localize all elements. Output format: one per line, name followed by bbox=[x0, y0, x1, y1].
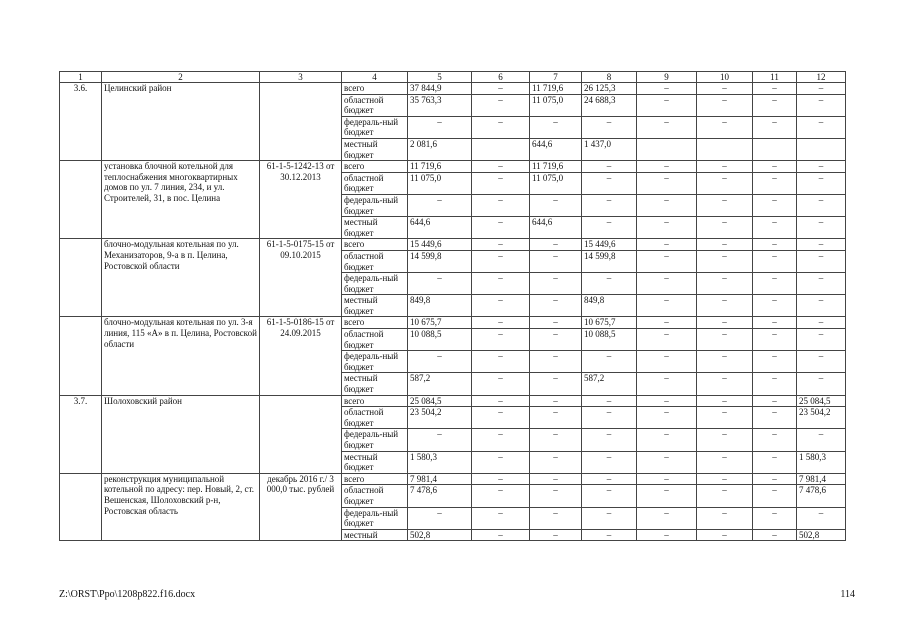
value-cell: – bbox=[582, 217, 637, 239]
value-cell: 502,8 bbox=[408, 529, 472, 541]
value-cell bbox=[753, 138, 797, 160]
value-cell: – bbox=[797, 161, 846, 173]
value-cell: – bbox=[797, 172, 846, 194]
value-cell: – bbox=[530, 317, 582, 329]
value-cell: – bbox=[582, 161, 637, 173]
value-cell: 10 675,7 bbox=[582, 317, 637, 329]
value-cell: – bbox=[637, 83, 697, 95]
value-cell: – bbox=[472, 273, 530, 295]
funding-category: областной бюджет bbox=[342, 485, 408, 507]
value-cell: 10 675,7 bbox=[408, 317, 472, 329]
table-header bbox=[60, 72, 846, 83]
value-cell: – bbox=[797, 94, 846, 116]
value-cell: 15 449,6 bbox=[582, 239, 637, 251]
value-cell bbox=[637, 138, 697, 160]
value-cell: – bbox=[697, 116, 753, 138]
value-cell: – bbox=[753, 295, 797, 317]
funding-category: всего bbox=[342, 161, 408, 173]
table-body bbox=[60, 83, 846, 541]
value-cell: 7 478,6 bbox=[408, 485, 472, 507]
value-cell: – bbox=[582, 116, 637, 138]
funding-category: областной бюджет bbox=[342, 407, 408, 429]
value-cell: 23 504,2 bbox=[408, 407, 472, 429]
funding-category: местный бюджет bbox=[342, 451, 408, 473]
value-cell: – bbox=[697, 507, 753, 529]
value-cell: 24 688,3 bbox=[582, 94, 637, 116]
value-cell: – bbox=[697, 239, 753, 251]
value-cell: – bbox=[472, 239, 530, 251]
value-cell: 37 844,9 bbox=[408, 83, 472, 95]
value-cell: – bbox=[472, 329, 530, 351]
value-cell: – bbox=[530, 273, 582, 295]
value-cell: – bbox=[753, 116, 797, 138]
value-cell: – bbox=[472, 317, 530, 329]
value-cell: – bbox=[472, 529, 530, 541]
value-cell: – bbox=[530, 250, 582, 272]
value-cell: – bbox=[637, 172, 697, 194]
header-cell: 1 bbox=[60, 72, 102, 83]
header-cell: 11 bbox=[753, 72, 797, 83]
value-cell: 644,6 bbox=[408, 217, 472, 239]
value-cell: – bbox=[697, 407, 753, 429]
value-cell: – bbox=[530, 407, 582, 429]
funding-category: областной бюджет bbox=[342, 250, 408, 272]
value-cell: – bbox=[753, 161, 797, 173]
value-cell: – bbox=[637, 329, 697, 351]
value-cell: – bbox=[637, 161, 697, 173]
header-cell: 2 bbox=[102, 72, 260, 83]
table-row bbox=[60, 83, 846, 95]
funding-category: местный бюджет bbox=[342, 217, 408, 239]
value-cell: – bbox=[408, 507, 472, 529]
value-cell: – bbox=[637, 485, 697, 507]
value-cell: – bbox=[797, 239, 846, 251]
value-cell: 849,8 bbox=[582, 295, 637, 317]
value-cell: – bbox=[697, 451, 753, 473]
value-cell: – bbox=[637, 295, 697, 317]
object-name: реконструкция муниципальной котельной по адресу: пер. Новый, 2, ст. Вешенская, Шолоховский р-н, Ростовская область bbox=[102, 473, 260, 541]
funding-category: федераль-ный бюджет bbox=[342, 429, 408, 451]
value-cell: – bbox=[582, 529, 637, 541]
value-cell: – bbox=[637, 407, 697, 429]
value-cell: 14 599,8 bbox=[408, 250, 472, 272]
value-cell: – bbox=[637, 451, 697, 473]
value-cell: – bbox=[697, 317, 753, 329]
object-name: установка блочной котельной для теплоснабжения многоквартирных домов по ул. 7 линия, 234, и ул. Строителей, 31, в пос. Целина bbox=[102, 161, 260, 239]
value-cell: – bbox=[753, 329, 797, 351]
value-cell: – bbox=[408, 194, 472, 216]
value-cell bbox=[472, 138, 530, 160]
value-cell: – bbox=[753, 407, 797, 429]
value-cell: 25 084,5 bbox=[797, 395, 846, 407]
value-cell: – bbox=[753, 94, 797, 116]
value-cell: – bbox=[582, 172, 637, 194]
funding-category: федераль-ный бюджет bbox=[342, 194, 408, 216]
value-cell: – bbox=[753, 529, 797, 541]
value-cell: – bbox=[408, 429, 472, 451]
value-cell: – bbox=[697, 429, 753, 451]
value-cell: – bbox=[697, 329, 753, 351]
value-cell: – bbox=[797, 194, 846, 216]
value-cell: 644,6 bbox=[530, 217, 582, 239]
value-cell: – bbox=[697, 351, 753, 373]
value-cell: – bbox=[408, 351, 472, 373]
table-row bbox=[60, 161, 846, 173]
value-cell: – bbox=[697, 485, 753, 507]
value-cell: 25 084,5 bbox=[408, 395, 472, 407]
funding-category: всего bbox=[342, 239, 408, 251]
value-cell: 35 763,3 bbox=[408, 94, 472, 116]
value-cell: – bbox=[472, 172, 530, 194]
header-cell: 4 bbox=[342, 72, 408, 83]
object-name: Шолоховский район bbox=[102, 395, 260, 473]
value-cell: – bbox=[472, 250, 530, 272]
value-cell: – bbox=[637, 317, 697, 329]
value-cell: – bbox=[637, 194, 697, 216]
value-cell: – bbox=[530, 116, 582, 138]
value-cell: – bbox=[472, 217, 530, 239]
table-row bbox=[60, 395, 846, 407]
header-cell: 10 bbox=[697, 72, 753, 83]
value-cell: – bbox=[582, 395, 637, 407]
value-cell: – bbox=[530, 451, 582, 473]
value-cell: – bbox=[637, 429, 697, 451]
value-cell: – bbox=[637, 94, 697, 116]
value-cell: – bbox=[697, 395, 753, 407]
value-cell: – bbox=[472, 485, 530, 507]
value-cell: – bbox=[697, 373, 753, 395]
value-cell: 11 719,6 bbox=[408, 161, 472, 173]
row-number: 3.7. bbox=[60, 395, 102, 473]
row-number bbox=[60, 239, 102, 317]
value-cell: – bbox=[697, 529, 753, 541]
file-path: Z:\ORST\Ppo\1208p822.f16.docx bbox=[59, 589, 196, 600]
value-cell: – bbox=[753, 83, 797, 95]
value-cell: – bbox=[530, 507, 582, 529]
value-cell: – bbox=[472, 429, 530, 451]
object-name: Целинский район bbox=[102, 83, 260, 161]
value-cell: 644,6 bbox=[530, 138, 582, 160]
table-row bbox=[60, 317, 846, 329]
value-cell bbox=[697, 138, 753, 160]
value-cell: – bbox=[530, 485, 582, 507]
value-cell: – bbox=[408, 273, 472, 295]
value-cell: – bbox=[753, 507, 797, 529]
value-cell: – bbox=[697, 172, 753, 194]
value-cell: – bbox=[472, 395, 530, 407]
value-cell: 11 075,0 bbox=[530, 172, 582, 194]
header-cell: 8 bbox=[582, 72, 637, 83]
funding-category: федераль-ный бюджет bbox=[342, 273, 408, 295]
document-ref: декабрь 2016 г./ 3 000,0 тыс. рублей bbox=[260, 473, 342, 541]
value-cell: – bbox=[408, 116, 472, 138]
value-cell: – bbox=[637, 373, 697, 395]
value-cell: 7 478,6 bbox=[797, 485, 846, 507]
value-cell: – bbox=[753, 172, 797, 194]
value-cell: – bbox=[530, 295, 582, 317]
value-cell: – bbox=[753, 273, 797, 295]
value-cell: – bbox=[753, 373, 797, 395]
header-cell: 7 bbox=[530, 72, 582, 83]
value-cell: – bbox=[472, 94, 530, 116]
funding-category: всего bbox=[342, 83, 408, 95]
value-cell: – bbox=[797, 217, 846, 239]
value-cell: – bbox=[697, 273, 753, 295]
funding-category: всего bbox=[342, 317, 408, 329]
value-cell: – bbox=[472, 83, 530, 95]
document-ref: 61-1-5-0175-15 от 09.10.2015 bbox=[260, 239, 342, 317]
funding-category: всего bbox=[342, 395, 408, 407]
value-cell: 849,8 bbox=[408, 295, 472, 317]
funding-category: местный бюджет bbox=[342, 138, 408, 160]
funding-category: федераль-ный бюджет bbox=[342, 351, 408, 373]
header-cell: 3 bbox=[260, 72, 342, 83]
value-cell: – bbox=[472, 161, 530, 173]
value-cell: – bbox=[797, 429, 846, 451]
value-cell: – bbox=[797, 507, 846, 529]
funding-category: местный бюджет bbox=[342, 373, 408, 395]
value-cell: 7 981,4 bbox=[797, 473, 846, 485]
value-cell: 1 580,3 bbox=[797, 451, 846, 473]
value-cell: – bbox=[697, 194, 753, 216]
value-cell: – bbox=[582, 507, 637, 529]
table-row bbox=[60, 473, 846, 485]
value-cell: – bbox=[697, 217, 753, 239]
value-cell: – bbox=[530, 373, 582, 395]
value-cell: – bbox=[472, 194, 530, 216]
value-cell: – bbox=[582, 351, 637, 373]
object-name: блочно-модульная котельная по ул. Механизаторов, 9-а в п. Целина, Ростовской области bbox=[102, 239, 260, 317]
value-cell: – bbox=[472, 451, 530, 473]
value-cell: – bbox=[472, 295, 530, 317]
value-cell: – bbox=[637, 239, 697, 251]
value-cell: – bbox=[582, 473, 637, 485]
value-cell: – bbox=[797, 116, 846, 138]
value-cell: – bbox=[697, 250, 753, 272]
value-cell: 26 125,3 bbox=[582, 83, 637, 95]
value-cell: – bbox=[472, 473, 530, 485]
value-cell: – bbox=[530, 351, 582, 373]
value-cell: – bbox=[582, 407, 637, 429]
value-cell: 587,2 bbox=[582, 373, 637, 395]
value-cell: – bbox=[582, 273, 637, 295]
value-cell: – bbox=[697, 94, 753, 116]
value-cell: – bbox=[530, 329, 582, 351]
value-cell: – bbox=[753, 317, 797, 329]
value-cell: 7 981,4 bbox=[408, 473, 472, 485]
value-cell: 11 075,0 bbox=[530, 94, 582, 116]
value-cell: – bbox=[530, 473, 582, 485]
value-cell: – bbox=[637, 250, 697, 272]
value-cell: – bbox=[582, 485, 637, 507]
value-cell: – bbox=[753, 194, 797, 216]
value-cell: – bbox=[472, 116, 530, 138]
value-cell: 10 088,5 bbox=[408, 329, 472, 351]
object-name: блочно-модульная котельная по ул. 3-я линия, 115 «А» в п. Целина, Ростовской области bbox=[102, 317, 260, 395]
value-cell: 10 088,5 bbox=[582, 329, 637, 351]
budget-table bbox=[59, 71, 846, 541]
row-number bbox=[60, 161, 102, 239]
value-cell: – bbox=[753, 217, 797, 239]
document-ref: 61-1-5-1242-13 от 30.12.2013 bbox=[260, 161, 342, 239]
value-cell: – bbox=[753, 351, 797, 373]
value-cell: – bbox=[637, 351, 697, 373]
value-cell: – bbox=[697, 161, 753, 173]
value-cell: – bbox=[753, 485, 797, 507]
header-cell: 12 bbox=[797, 72, 846, 83]
row-number bbox=[60, 473, 102, 541]
header-cell: 9 bbox=[637, 72, 697, 83]
value-cell: – bbox=[797, 373, 846, 395]
document-ref: 61-1-5-0186-15 от 24.09.2015 bbox=[260, 317, 342, 395]
value-cell: 23 504,2 bbox=[797, 407, 846, 429]
value-cell: – bbox=[797, 329, 846, 351]
header-cell: 5 bbox=[408, 72, 472, 83]
value-cell: – bbox=[637, 473, 697, 485]
value-cell: 15 449,6 bbox=[408, 239, 472, 251]
value-cell: – bbox=[797, 83, 846, 95]
value-cell: – bbox=[637, 507, 697, 529]
value-cell: – bbox=[530, 194, 582, 216]
funding-category: областной бюджет bbox=[342, 172, 408, 194]
row-number: 3.6. bbox=[60, 83, 102, 161]
value-cell: – bbox=[472, 507, 530, 529]
value-cell: – bbox=[753, 250, 797, 272]
value-cell: – bbox=[472, 373, 530, 395]
funding-category: областной бюджет bbox=[342, 329, 408, 351]
value-cell: – bbox=[797, 351, 846, 373]
value-cell: – bbox=[637, 395, 697, 407]
funding-category: местный бюджет bbox=[342, 295, 408, 317]
value-cell: – bbox=[530, 395, 582, 407]
value-cell: 2 081,6 bbox=[408, 138, 472, 160]
value-cell: 11 075,0 bbox=[408, 172, 472, 194]
value-cell: – bbox=[753, 473, 797, 485]
value-cell bbox=[797, 138, 846, 160]
funding-category: федераль-ный бюджет bbox=[342, 507, 408, 529]
value-cell: 11 719,6 bbox=[530, 161, 582, 173]
funding-category: местный bbox=[342, 529, 408, 541]
value-cell: – bbox=[637, 529, 697, 541]
value-cell: 502,8 bbox=[797, 529, 846, 541]
value-cell: – bbox=[637, 273, 697, 295]
value-cell: – bbox=[530, 429, 582, 451]
value-cell: – bbox=[753, 395, 797, 407]
row-number bbox=[60, 317, 102, 395]
value-cell: – bbox=[697, 83, 753, 95]
value-cell: – bbox=[472, 351, 530, 373]
funding-category: областной бюджет bbox=[342, 94, 408, 116]
value-cell: – bbox=[530, 529, 582, 541]
value-cell: 1 437,0 bbox=[582, 138, 637, 160]
value-cell: – bbox=[753, 429, 797, 451]
value-cell: – bbox=[472, 407, 530, 429]
value-cell: – bbox=[530, 239, 582, 251]
value-cell: 11 719,6 bbox=[530, 83, 582, 95]
funding-category: всего bbox=[342, 473, 408, 485]
value-cell: – bbox=[697, 473, 753, 485]
value-cell: – bbox=[753, 451, 797, 473]
header-cell: 6 bbox=[472, 72, 530, 83]
value-cell: 14 599,8 bbox=[582, 250, 637, 272]
value-cell: – bbox=[797, 273, 846, 295]
value-cell: – bbox=[753, 239, 797, 251]
value-cell: – bbox=[797, 250, 846, 272]
value-cell: – bbox=[582, 429, 637, 451]
value-cell: – bbox=[697, 295, 753, 317]
document-ref bbox=[260, 83, 342, 161]
value-cell: – bbox=[797, 317, 846, 329]
table-row bbox=[60, 239, 846, 251]
value-cell: – bbox=[582, 194, 637, 216]
value-cell: – bbox=[637, 217, 697, 239]
header-row bbox=[60, 72, 846, 83]
document-ref bbox=[260, 395, 342, 473]
page-number: 114 bbox=[840, 589, 855, 600]
value-cell: – bbox=[582, 451, 637, 473]
funding-category: федераль-ный бюджет bbox=[342, 116, 408, 138]
value-cell: 587,2 bbox=[408, 373, 472, 395]
value-cell: – bbox=[797, 295, 846, 317]
value-cell: – bbox=[637, 116, 697, 138]
value-cell: 1 580,3 bbox=[408, 451, 472, 473]
